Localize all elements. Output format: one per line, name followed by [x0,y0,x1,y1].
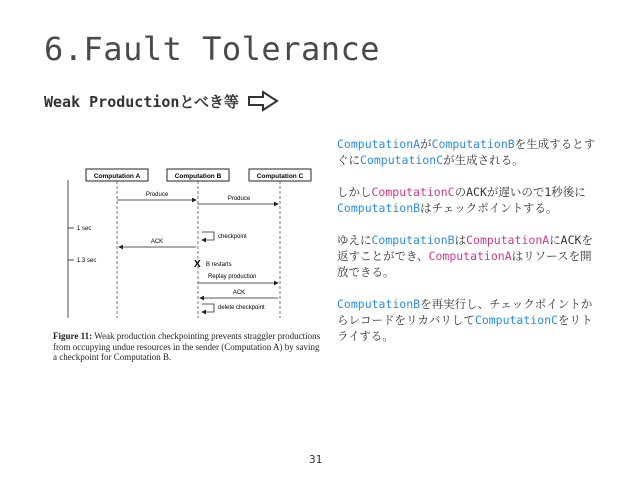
paragraph-segment: ComputationC [360,153,444,167]
time-label-1: 1 sec [77,226,92,232]
msg-replay: Replay production [208,274,257,280]
paragraph-segment: は [454,233,467,247]
slide-title: 6.Fault Tolerance [44,30,381,68]
paragraph-segment: ComputationC [371,185,455,199]
paragraph-segment: はリソースを開放できる。 [337,249,592,279]
msg-ack-2: ACK [232,290,246,296]
paragraph-segment: ComputationB [337,201,421,215]
right-arrow-outline-icon [247,90,279,112]
paragraph-segment: ゆえに [337,233,372,247]
paragraph-segment: ComputationB [431,137,515,151]
caption-text: Weak production checkpointing prevents straggler productions from occupying undue resources in the sender (Computation A) by saving a checkpoint for Computation B. [53,331,321,362]
paragraph-segment: をリトライする。 [337,313,593,343]
paragraph-segment: が生成される。 [443,153,524,167]
msg-ack-1: ACK [150,239,164,245]
paragraph-segment: にACKを返すことができ、 [337,233,593,263]
figure-caption [53,331,323,363]
msg-delete-checkpoint: delete checkpoint [218,305,265,311]
paragraph-segment: はチェックポイントする。 [420,201,558,215]
explanation-column [337,136,599,360]
msg-produce-1: Produce [145,192,169,198]
paragraph-segment: を再実行し、チェックポイントからレコードをリカバリして [337,297,593,327]
column-label-a: Computation A [93,173,141,180]
msg-b-restarts: B restarts [206,262,232,268]
slide-subtitle [44,90,279,112]
paragraph-segment: ComputationA [428,249,512,263]
column-label-b: Computation B [174,173,222,180]
paragraph-segment: ComputationC [474,313,558,327]
paragraph-segment: が [420,137,432,151]
msg-checkpoint: checkpoint [218,234,247,240]
explanation-paragraph [337,184,599,216]
paragraph-segment: ComputationB [337,297,421,311]
explanation-paragraph [337,136,599,168]
time-label-2: 1.3 sec [77,258,97,264]
paragraph-segment: ComputationA [337,137,421,151]
paragraph-segment: しかし [337,185,372,199]
paragraph-segment: を生成するとすぐに [337,137,596,167]
paragraph-segment: のACKが遅いので1秒後に [454,185,586,199]
page-number: 31 [309,453,323,466]
explanation-paragraph [337,296,599,344]
explanation-paragraph [337,232,599,280]
paragraph-segment: ComputationA [466,233,550,247]
column-label-c: Computation C [256,173,304,180]
subtitle-text: Weak Productionとべき等 [44,92,239,111]
restart-x-mark: X [194,259,201,270]
msg-produce-2: Produce [227,196,251,202]
caption-label: Figure 11: [53,331,93,341]
paragraph-segment: ComputationB [371,233,455,247]
